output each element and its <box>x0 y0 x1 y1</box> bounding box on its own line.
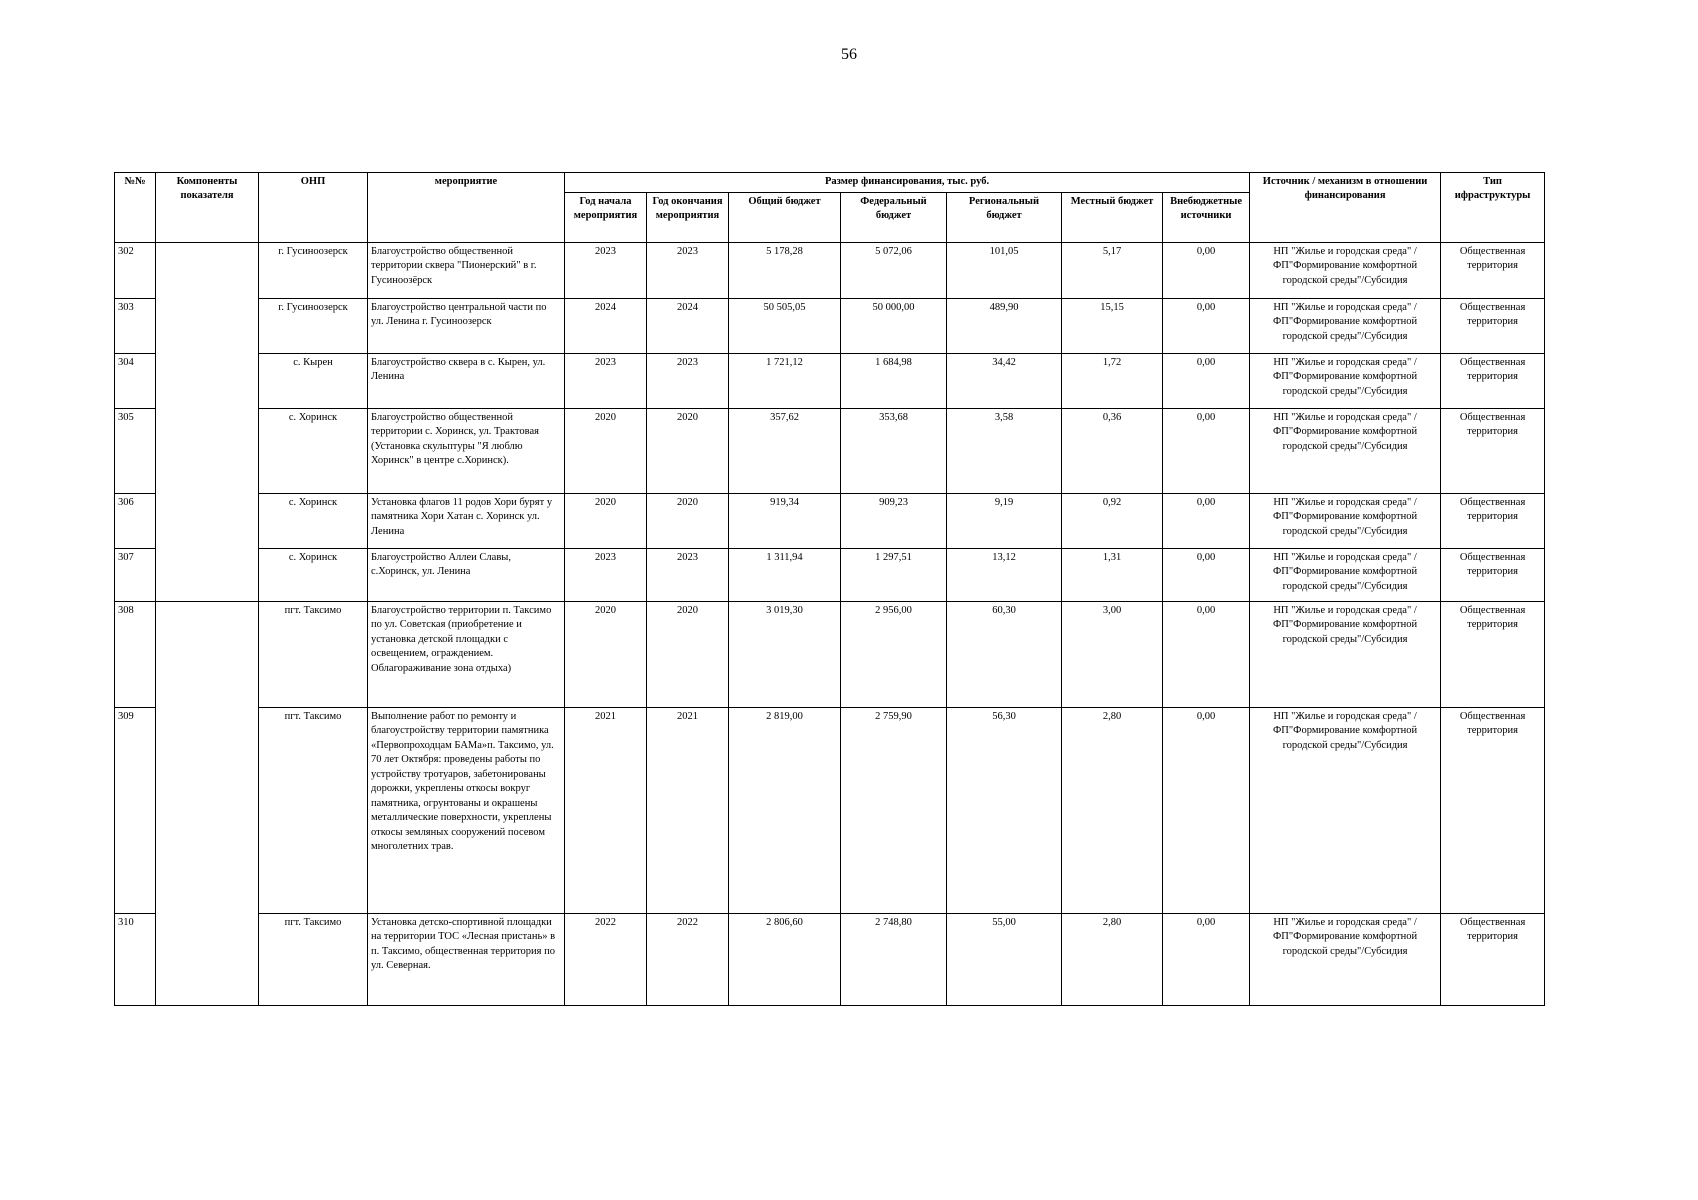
cell-extra: 0,00 <box>1163 354 1250 409</box>
cell-num: 305 <box>115 409 156 494</box>
table-row <box>115 549 1545 602</box>
table-row <box>115 708 1545 914</box>
cell-num: 309 <box>115 708 156 914</box>
cell-infra: Общественная территория <box>1441 354 1545 409</box>
cell-federal: 50 000,00 <box>841 299 947 354</box>
cell-onp: г. Гусиноозерск <box>259 243 368 299</box>
cell-local: 0,36 <box>1062 409 1163 494</box>
financing-table <box>114 172 1545 1006</box>
cell-total: 5 178,28 <box>729 243 841 299</box>
cell-num: 302 <box>115 243 156 299</box>
cell-local: 15,15 <box>1062 299 1163 354</box>
cell-start: 2023 <box>565 549 647 602</box>
cell-num: 304 <box>115 354 156 409</box>
cell-start: 2020 <box>565 602 647 708</box>
cell-local: 2,80 <box>1062 914 1163 1006</box>
header-regional: Региональный бюджет <box>947 193 1062 243</box>
cell-onp: пгт. Таксимо <box>259 708 368 914</box>
header-total: Общий бюджет <box>729 193 841 243</box>
cell-event: Установка флагов 11 родов Хори бурят у памятника Хори Хатан с. Хоринск ул. Ленина <box>368 494 565 549</box>
cell-federal: 353,68 <box>841 409 947 494</box>
cell-regional: 13,12 <box>947 549 1062 602</box>
header-num: №№ <box>115 173 156 243</box>
cell-event: Благоустройство Аллеи Славы, с.Хоринск, ул. Ленина <box>368 549 565 602</box>
cell-start: 2020 <box>565 494 647 549</box>
header-extra: Внебюджетные источники <box>1163 193 1250 243</box>
cell-onp: с. Хоринск <box>259 409 368 494</box>
cell-source: НП "Жилье и городская среда" /ФП"Формирование комфортной городской среды"/Субсидия <box>1250 549 1441 602</box>
table-row <box>115 354 1545 409</box>
cell-start: 2022 <box>565 914 647 1006</box>
cell-onp: пгт. Таксимо <box>259 914 368 1006</box>
cell-regional: 56,30 <box>947 708 1062 914</box>
cell-onp: г. Гусиноозерск <box>259 299 368 354</box>
cell-component <box>156 243 259 602</box>
cell-federal: 5 072,06 <box>841 243 947 299</box>
cell-event: Благоустройство центральной части по ул. Ленина г. Гусиноозерск <box>368 299 565 354</box>
cell-num: 303 <box>115 299 156 354</box>
table-row <box>115 409 1545 494</box>
cell-extra: 0,00 <box>1163 409 1250 494</box>
cell-end: 2024 <box>647 299 729 354</box>
cell-extra: 0,00 <box>1163 243 1250 299</box>
cell-regional: 101,05 <box>947 243 1062 299</box>
cell-infra: Общественная территория <box>1441 914 1545 1006</box>
header-row-1 <box>115 173 1545 193</box>
header-year-start: Год начала мероприятия <box>565 193 647 243</box>
cell-start: 2023 <box>565 243 647 299</box>
cell-num: 306 <box>115 494 156 549</box>
cell-total: 3 019,30 <box>729 602 841 708</box>
cell-end: 2020 <box>647 494 729 549</box>
cell-event: Благоустройство общественной территории сквера "Пионерский" в г. Гусиноозёрск <box>368 243 565 299</box>
cell-regional: 60,30 <box>947 602 1062 708</box>
cell-extra: 0,00 <box>1163 602 1250 708</box>
cell-event: Благоустройство территории п. Таксимо по ул. Советская (приобретение и установка детской площадки с освещением, ограждением. Облагораживание зона отдыха) <box>368 602 565 708</box>
cell-num: 310 <box>115 914 156 1006</box>
cell-total: 2 806,60 <box>729 914 841 1006</box>
cell-end: 2020 <box>647 602 729 708</box>
cell-federal: 2 748,80 <box>841 914 947 1006</box>
cell-local: 0,92 <box>1062 494 1163 549</box>
cell-end: 2020 <box>647 409 729 494</box>
cell-source: НП "Жилье и городская среда" /ФП"Формирование комфортной городской среды"/Субсидия <box>1250 299 1441 354</box>
cell-infra: Общественная территория <box>1441 494 1545 549</box>
cell-local: 5,17 <box>1062 243 1163 299</box>
cell-federal: 2 956,00 <box>841 602 947 708</box>
table-row <box>115 914 1545 1006</box>
header-local: Местный бюджет <box>1062 193 1163 243</box>
cell-source: НП "Жилье и городская среда" /ФП"Формирование комфортной городской среды"/Субсидия <box>1250 602 1441 708</box>
cell-federal: 1 297,51 <box>841 549 947 602</box>
cell-regional: 9,19 <box>947 494 1062 549</box>
cell-federal: 2 759,90 <box>841 708 947 914</box>
cell-end: 2023 <box>647 549 729 602</box>
header-financing: Размер финансирования, тыс. руб. <box>565 173 1250 193</box>
cell-local: 2,80 <box>1062 708 1163 914</box>
header-source: Источник / механизм в отношении финансирования <box>1250 173 1441 243</box>
cell-start: 2023 <box>565 354 647 409</box>
cell-event: Установка детско-спортивной площадки на территории ТОС «Лесная пристань» в п. Таксимо, общественная территория по ул. Северная. <box>368 914 565 1006</box>
cell-local: 1,72 <box>1062 354 1163 409</box>
cell-onp: пгт. Таксимо <box>259 602 368 708</box>
table-row <box>115 299 1545 354</box>
cell-infra: Общественная территория <box>1441 299 1545 354</box>
cell-total: 50 505,05 <box>729 299 841 354</box>
cell-regional: 55,00 <box>947 914 1062 1006</box>
cell-total: 2 819,00 <box>729 708 841 914</box>
header-federal: Федеральный бюджет <box>841 193 947 243</box>
cell-end: 2022 <box>647 914 729 1006</box>
table-row <box>115 494 1545 549</box>
header-event: мероприятие <box>368 173 565 243</box>
cell-event: Выполнение работ по ремонту и благоустройству территории памятника «Первопроходцам БАМа»п. Таксимо, ул. 70 лет Октября: проведены работы по устройству тротуаров, забетонированы дорожки, укреплены откосы вокруг памятника, огрунтованы и окрашены металлические поверхности, укреплены откосы земляных сооружений посевом многолетних трав. <box>368 708 565 914</box>
cell-local: 3,00 <box>1062 602 1163 708</box>
cell-end: 2023 <box>647 354 729 409</box>
cell-regional: 34,42 <box>947 354 1062 409</box>
cell-source: НП "Жилье и городская среда" /ФП"Формирование комфортной городской среды"/Субсидия <box>1250 914 1441 1006</box>
cell-source: НП "Жилье и городская среда" /ФП"Формирование комфортной городской среды"/Субсидия <box>1250 708 1441 914</box>
cell-total: 1 721,12 <box>729 354 841 409</box>
header-component: Компоненты показателя <box>156 173 259 243</box>
table-row <box>115 602 1545 708</box>
cell-source: НП "Жилье и городская среда" /ФП"Формирование комфортной городской среды"/Субсидия <box>1250 494 1441 549</box>
cell-event: Благоустройство общественной территории с. Хоринск, ул. Трактовая (Установка скульптуры "Я люблю Хоринск" в центре с.Хоринск). <box>368 409 565 494</box>
cell-start: 2020 <box>565 409 647 494</box>
cell-source: НП "Жилье и городская среда" /ФП"Формирование комфортной городской среды"/Субсидия <box>1250 243 1441 299</box>
cell-total: 1 311,94 <box>729 549 841 602</box>
cell-onp: с. Кырен <box>259 354 368 409</box>
cell-extra: 0,00 <box>1163 708 1250 914</box>
cell-start: 2021 <box>565 708 647 914</box>
cell-extra: 0,00 <box>1163 494 1250 549</box>
cell-extra: 0,00 <box>1163 299 1250 354</box>
header-onp: ОНП <box>259 173 368 243</box>
cell-total: 919,34 <box>729 494 841 549</box>
cell-infra: Общественная территория <box>1441 708 1545 914</box>
page-number: 56 <box>841 46 857 63</box>
cell-total: 357,62 <box>729 409 841 494</box>
cell-infra: Общественная территория <box>1441 549 1545 602</box>
cell-source: НП "Жилье и городская среда" /ФП"Формирование комфортной городской среды"/Субсидия <box>1250 354 1441 409</box>
table-row <box>115 243 1545 299</box>
cell-onp: с. Хоринск <box>259 549 368 602</box>
header-infra: Тип ифраструктуры <box>1441 173 1545 243</box>
cell-federal: 909,23 <box>841 494 947 549</box>
cell-infra: Общественная территория <box>1441 602 1545 708</box>
cell-source: НП "Жилье и городская среда" /ФП"Формирование комфортной городской среды"/Субсидия <box>1250 409 1441 494</box>
cell-num: 308 <box>115 602 156 708</box>
cell-extra: 0,00 <box>1163 914 1250 1006</box>
cell-end: 2023 <box>647 243 729 299</box>
cell-local: 1,31 <box>1062 549 1163 602</box>
cell-start: 2024 <box>565 299 647 354</box>
header-year-end: Год окончания мероприятия <box>647 193 729 243</box>
cell-regional: 3,58 <box>947 409 1062 494</box>
cell-regional: 489,90 <box>947 299 1062 354</box>
cell-event: Благоустройство сквера в с. Кырен, ул. Ленина <box>368 354 565 409</box>
cell-infra: Общественная территория <box>1441 409 1545 494</box>
cell-onp: с. Хоринск <box>259 494 368 549</box>
cell-num: 307 <box>115 549 156 602</box>
cell-end: 2021 <box>647 708 729 914</box>
cell-extra: 0,00 <box>1163 549 1250 602</box>
cell-federal: 1 684,98 <box>841 354 947 409</box>
cell-infra: Общественная территория <box>1441 243 1545 299</box>
cell-component <box>156 602 259 1006</box>
